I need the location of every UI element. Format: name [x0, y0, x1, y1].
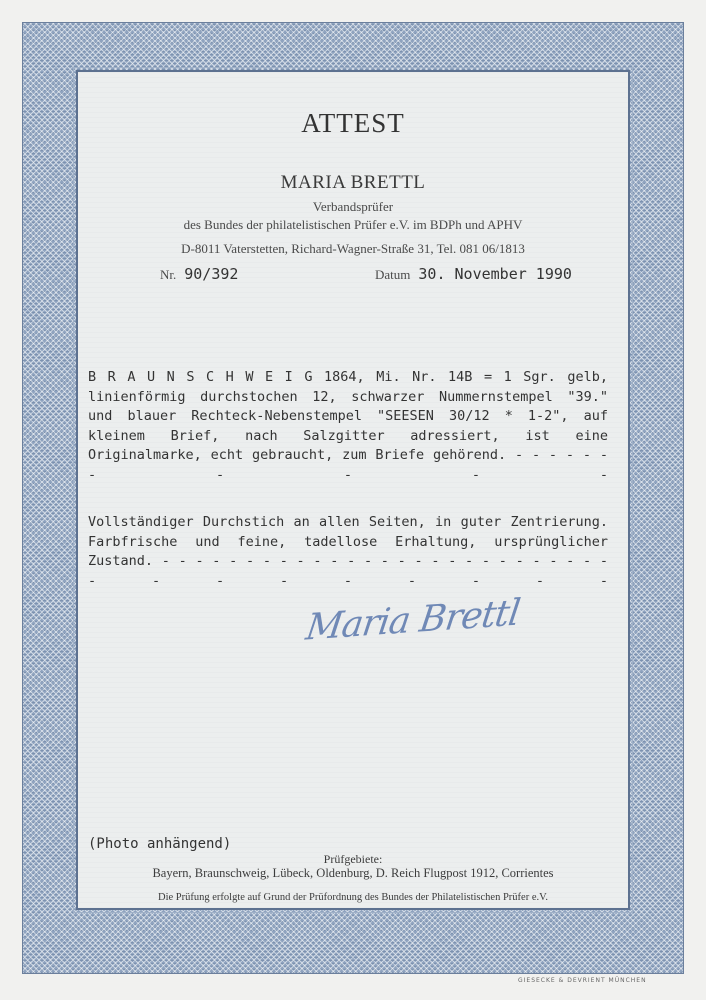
certificate-panel	[76, 70, 630, 910]
examiner-role: Verbandsprüfer	[312, 199, 394, 214]
pruefgebiete-list: Bayern, Braunschweig, Lübeck, Oldenburg, D. Reich Flugpost 1912, Corrientes	[152, 866, 554, 880]
condition-paragraph	[88, 513, 608, 591]
datum-value: 30. November 1990	[418, 265, 572, 283]
description-paragraph	[88, 368, 608, 486]
certificate-number	[160, 265, 238, 283]
handwritten-signature: Maria Brettl	[303, 592, 523, 649]
printer-mark: GIESECKE & DEVRIENT MÜNCHEN	[518, 977, 647, 984]
certificate-title: ATTEST	[301, 108, 405, 138]
nr-label: Nr.	[160, 267, 177, 282]
address-line: D-8011 Vaterstetten, Richard-Wagner-Straße 31, Tel. 081 06/1813	[181, 241, 525, 256]
examination-note: Die Prüfung erfolgte auf Grund der Prüfordnung des Bundes der Philatelistischen Prüfer e.V.	[158, 892, 548, 903]
photo-note: (Photo anhängend)	[88, 836, 232, 852]
nr-value: 90/392	[184, 265, 239, 283]
pruefgebiete-label: Prüfgebiete:	[323, 852, 383, 866]
datum-label: Datum	[375, 267, 411, 282]
association-line: des Bundes der philatelistischen Prüfer e.V. im BDPh und APHV	[183, 217, 523, 232]
condition-text: Vollständiger Durchstich an allen Seiten, in guter Zentrierung. Farbfrische und feine, tadellose Erhaltung, ursprünglicher Zustand. - - - - - - - - - - - - - - - - - - - - - - - - - - - - - - - - - - - -	[88, 514, 608, 589]
examiner-name: MARIA BRETTL	[280, 172, 426, 193]
certificate-date	[375, 265, 572, 283]
description-text: B R A U N S C H W E I G 1864, Mi. Nr. 14B = 1 Sgr. gelb, linienförmig durchstochen 12, schwarzer Nummernstempel "39." und blauer Rechteck-Nebenstempel "SEESEN 30/12 * 1-2", auf kleinem Brief, nach Salzgitter adressiert, ist eine Originalmarke, echt gebraucht, zum Briefe gehörend. - - - - - - - - - - -	[88, 369, 608, 483]
